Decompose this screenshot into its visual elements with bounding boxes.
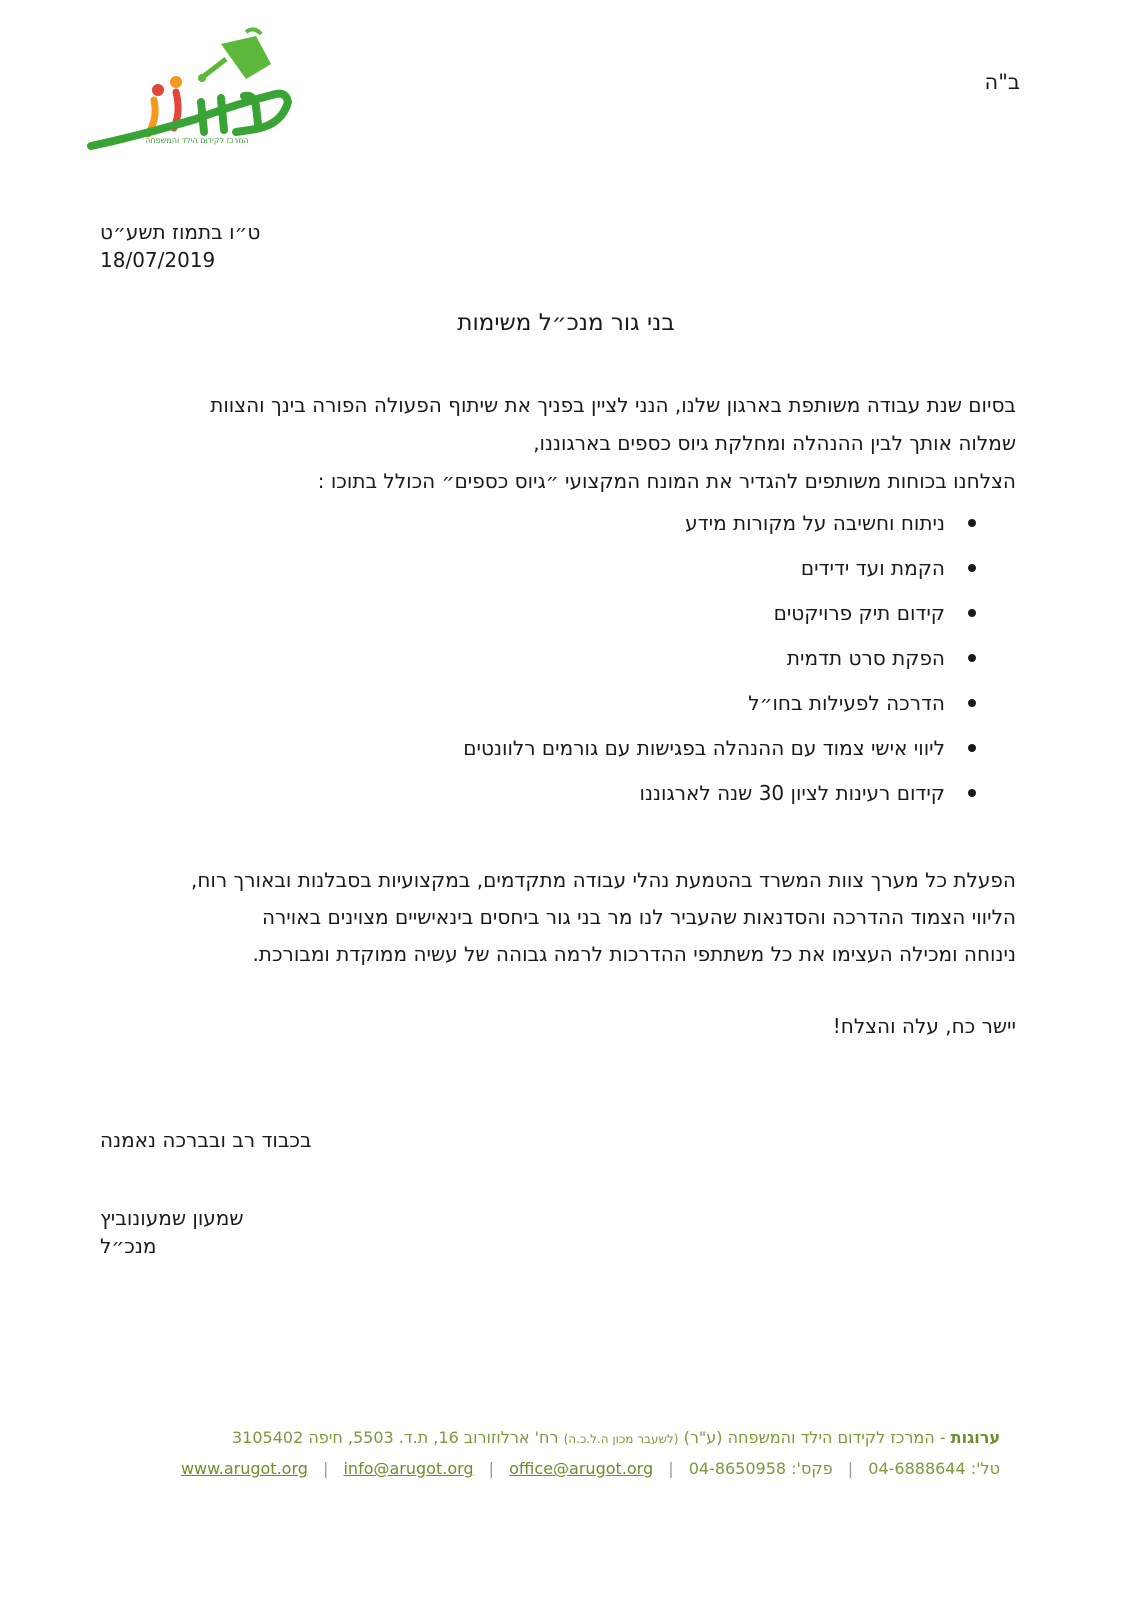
letter-subject: בני גור מנכ״ל משימות <box>457 310 675 336</box>
thanks-line: יישר כח, עלה והצלח! <box>832 1014 1016 1038</box>
list-item-text: ניתוח וחשיבה על מקורות מידע <box>685 511 945 535</box>
closing-text: בכבוד רב ובברכה נאמנה <box>100 1128 312 1152</box>
logo-tagline: המרכז לקידום הילד והמשפחה <box>145 136 249 145</box>
list-item <box>200 510 980 555</box>
signature-block <box>100 1204 400 1260</box>
office-email-link[interactable]: office@arugot.org <box>509 1459 654 1478</box>
paragraph-line: הליווי הצמוד ההדרכה והסדנאות שהעביר לנו מר בני גור ביחסים בינאישיים מצוינים באוירה <box>261 905 1016 929</box>
list-item <box>200 555 980 600</box>
bullet-icon <box>968 699 976 707</box>
footer-org-desc: - המרכז לקידום הילד והמשפחה (ע"ר) <box>683 1428 946 1447</box>
gregorian-date: 18/07/2019 <box>100 248 216 272</box>
signer-name: שמעון שמעונוביץ <box>100 1206 244 1230</box>
hebrew-date: ט״ו בתמוז תשע״ט <box>100 220 261 244</box>
logo-text <box>86 24 87 25</box>
body-paragraph <box>112 862 1016 973</box>
list-item-text: קידום תיק פרויקטים <box>773 601 945 625</box>
intro-line: שמלוה אותך לבין ההנהלה ומחלקת גיוס כספים בארגוננו, <box>533 431 1016 455</box>
list-item <box>200 600 980 645</box>
paragraph-line: הפעלת כל מערך צוות המשרד בהטמעת נהלי עבודה מתקדמים, במקצועיות בסבלנות ובאורך רוח, <box>190 868 1016 892</box>
footer-phone: טל': 04-6888644 <box>868 1459 1000 1478</box>
info-email-link[interactable]: info@arugot.org <box>343 1459 474 1478</box>
website-link[interactable]: www.arugot.org <box>180 1459 308 1478</box>
tasks-list <box>200 510 980 825</box>
bullet-icon <box>968 609 976 617</box>
closing-line <box>100 1128 520 1152</box>
list-item <box>200 780 980 825</box>
list-item <box>200 645 980 690</box>
intro-paragraph <box>112 386 1016 500</box>
footer-org-formerly: (לשעבר מכון ה.ל.כ.ה) <box>563 1432 679 1446</box>
arugot-logo <box>86 24 301 159</box>
footer-contact-line: טל': 04-6888644 | פקס': 04-8650958 | www.arugot.org | info@arugot.org | office@arugot.org <box>180 1459 1000 1478</box>
bullet-icon <box>968 789 976 797</box>
bullet-icon <box>968 654 976 662</box>
footer-org-name: ערוגות <box>950 1428 1000 1447</box>
footer-address: רח' ארלוזורוב 16, ת.ד. 5503, חיפה 3105402 <box>231 1428 559 1447</box>
intro-line: בסיום שנת עבודה משותפת בארגון שלנו, הנני לציין בפניך את שיתוף הפעולה הפורה בינך והצוות <box>210 393 1016 417</box>
bh-mark: ב"ה <box>984 70 1020 94</box>
footer-fax: פקס': 04-8650958 <box>688 1459 833 1478</box>
list-item <box>200 690 980 735</box>
footer-address-line <box>150 1428 1000 1447</box>
bullet-icon <box>968 564 976 572</box>
intro-line: הצלחנו בכוחות משותפים להגדיר את המונח המקצועי ״גיוס כספים״ הכולל בתוכו : <box>317 469 1016 493</box>
signer-title: מנכ״ל <box>100 1234 157 1258</box>
list-item-text: הדרכה לפעילות בחו״ל <box>748 691 945 715</box>
paragraph-line: נינוחה ומכילה העצימו את כל משתתפי ההדרכות לרמה גבוהה של עשיה ממוקדת ומבורכת. <box>252 942 1016 966</box>
list-item-text: הפקת סרט תדמית <box>786 646 945 670</box>
list-item-text: קידום רעינות לציון 30 שנה לארגוננו <box>639 781 945 805</box>
list-item-text: הקמת ועד ידידים <box>800 556 945 580</box>
bullet-icon <box>968 744 976 752</box>
bullet-icon <box>968 519 976 527</box>
letterhead-footer <box>150 1428 1000 1478</box>
letter-date <box>100 218 400 274</box>
list-item-text: ליווי אישי צמוד עם ההנהלה בפגישות עם גורמים רלוונטים <box>463 736 945 760</box>
list-item <box>200 735 980 780</box>
